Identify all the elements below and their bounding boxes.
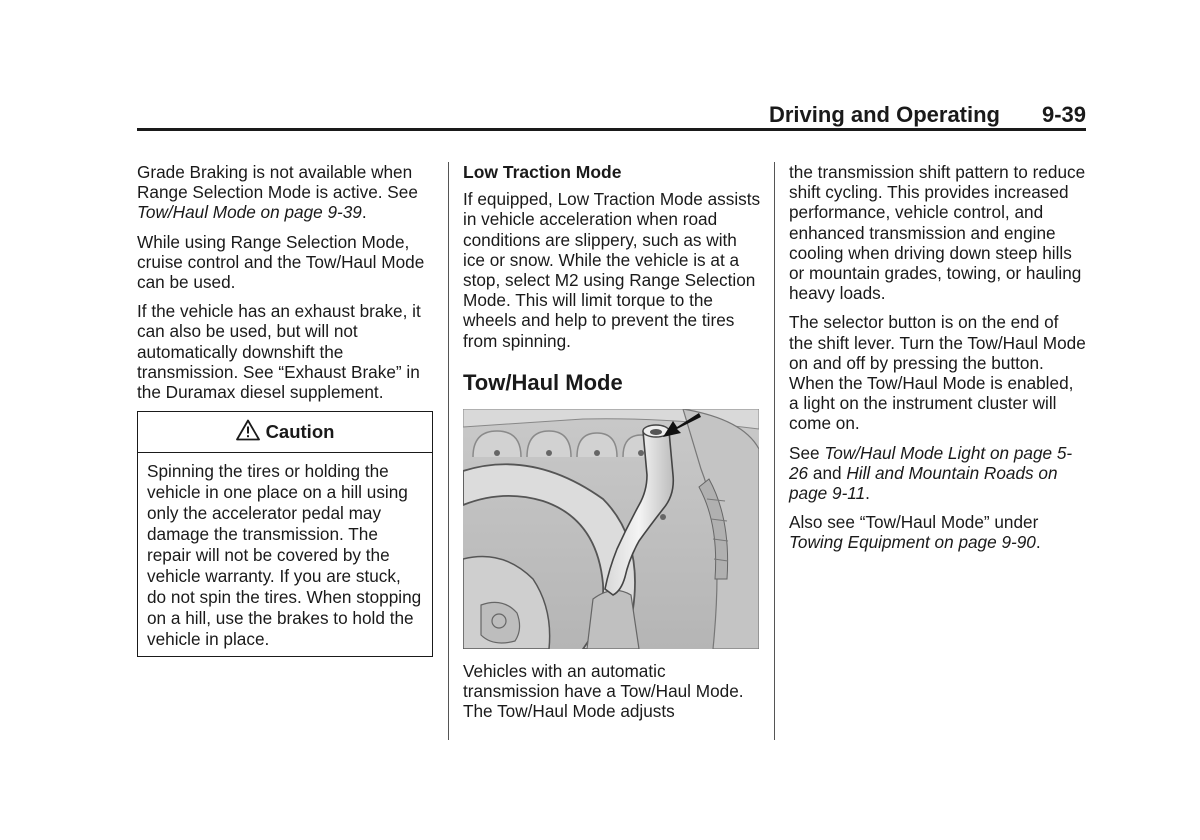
paragraph-end: . bbox=[361, 202, 367, 223]
column-2 bbox=[463, 162, 763, 731]
column-divider-2 bbox=[774, 162, 775, 740]
paragraph-low-traction: If equipped, Low Traction Mode assists in vehicle acceleration when road conditions are slippery, such as with ice or snow. While the vehicle is at a stop, select M2 using Range Selection Mode. This will limit torque to the wheels and help to prevent the tires from spinning. bbox=[463, 189, 761, 351]
heading-tow-haul: Tow/Haul Mode bbox=[463, 369, 623, 395]
shift-lever-illustration bbox=[463, 409, 759, 649]
page-number: 9-39 bbox=[1041, 102, 1086, 127]
cross-reference-link[interactable]: Tow/Haul Mode Light on page 5-26 bbox=[789, 442, 1073, 483]
column-3 bbox=[789, 162, 1087, 562]
caution-box bbox=[137, 411, 433, 657]
cross-reference-link[interactable]: Hill and Mountain Roads on page 9-11 bbox=[789, 462, 1058, 504]
header-rule bbox=[137, 128, 1086, 131]
paragraph-see-also bbox=[789, 443, 1087, 504]
subheading-low-traction: Low Traction Mode bbox=[463, 162, 622, 182]
caution-body: Spinning the tires or holding the vehicle in one place on a hill using only the accelerator pedal may damage the transmission. The repair will not be covered by the vehicle warranty. If you are stuck, do not spin the tires. When stopping on a hill, use the brakes to hold the vehicle in place. bbox=[147, 461, 422, 649]
paragraph-towing-equipment bbox=[789, 512, 1087, 552]
paragraph-selector-button: The selector button is on the end of the shift lever. Turn the Tow/Haul Mode on and off by pressing the button. When the Tow/Haul Mode is enabled, a light on the instrument cluster will come on. bbox=[789, 312, 1086, 434]
paragraph-grade-braking bbox=[137, 162, 437, 223]
cross-reference-link[interactable]: Towing Equipment on page 9-90 bbox=[789, 532, 1036, 553]
paragraph-shift-pattern: the transmission shift pattern to reduce shift cycling. This provides increased performance, vehicle control, and enhanced transmission and engine cooling when driving down steep hills or mountain grades, towing, or hauling heavy loads. bbox=[789, 162, 1086, 304]
paragraph-exhaust-brake: If the vehicle has an exhaust brake, it can also be used, but will not automatically downshift the transmission. See “Exhaust Brake” in the Duramax diesel supplement. bbox=[137, 301, 421, 403]
paragraph-tow-haul-intro: Vehicles with an automatic transmission have a Tow/Haul Mode. The Tow/Haul Mode adjusts bbox=[463, 661, 744, 722]
cross-reference-link[interactable]: Tow/Haul Mode on page 9-39 bbox=[137, 202, 362, 223]
paragraph-range-selection: While using Range Selection Mode, cruise control and the Tow/Haul Mode can be used. bbox=[137, 231, 425, 293]
caution-title: Caution bbox=[265, 421, 335, 442]
column-1 bbox=[137, 162, 437, 411]
paragraph-end: . bbox=[1035, 532, 1041, 553]
paragraph-end: . bbox=[865, 483, 870, 504]
caution-header bbox=[138, 412, 432, 453]
column-divider-1 bbox=[448, 162, 449, 740]
paragraph-text: and bbox=[808, 462, 847, 483]
paragraph-text: See bbox=[789, 442, 825, 463]
paragraph-text: Also see “Tow/Haul Mode” under bbox=[789, 512, 1039, 533]
warning-triangle-icon bbox=[236, 419, 260, 441]
section-title: Driving and Operating bbox=[768, 102, 1000, 127]
paragraph-text: Grade Braking is not available when Range Selection Mode is active. See bbox=[137, 162, 418, 203]
page-header bbox=[137, 100, 1086, 130]
